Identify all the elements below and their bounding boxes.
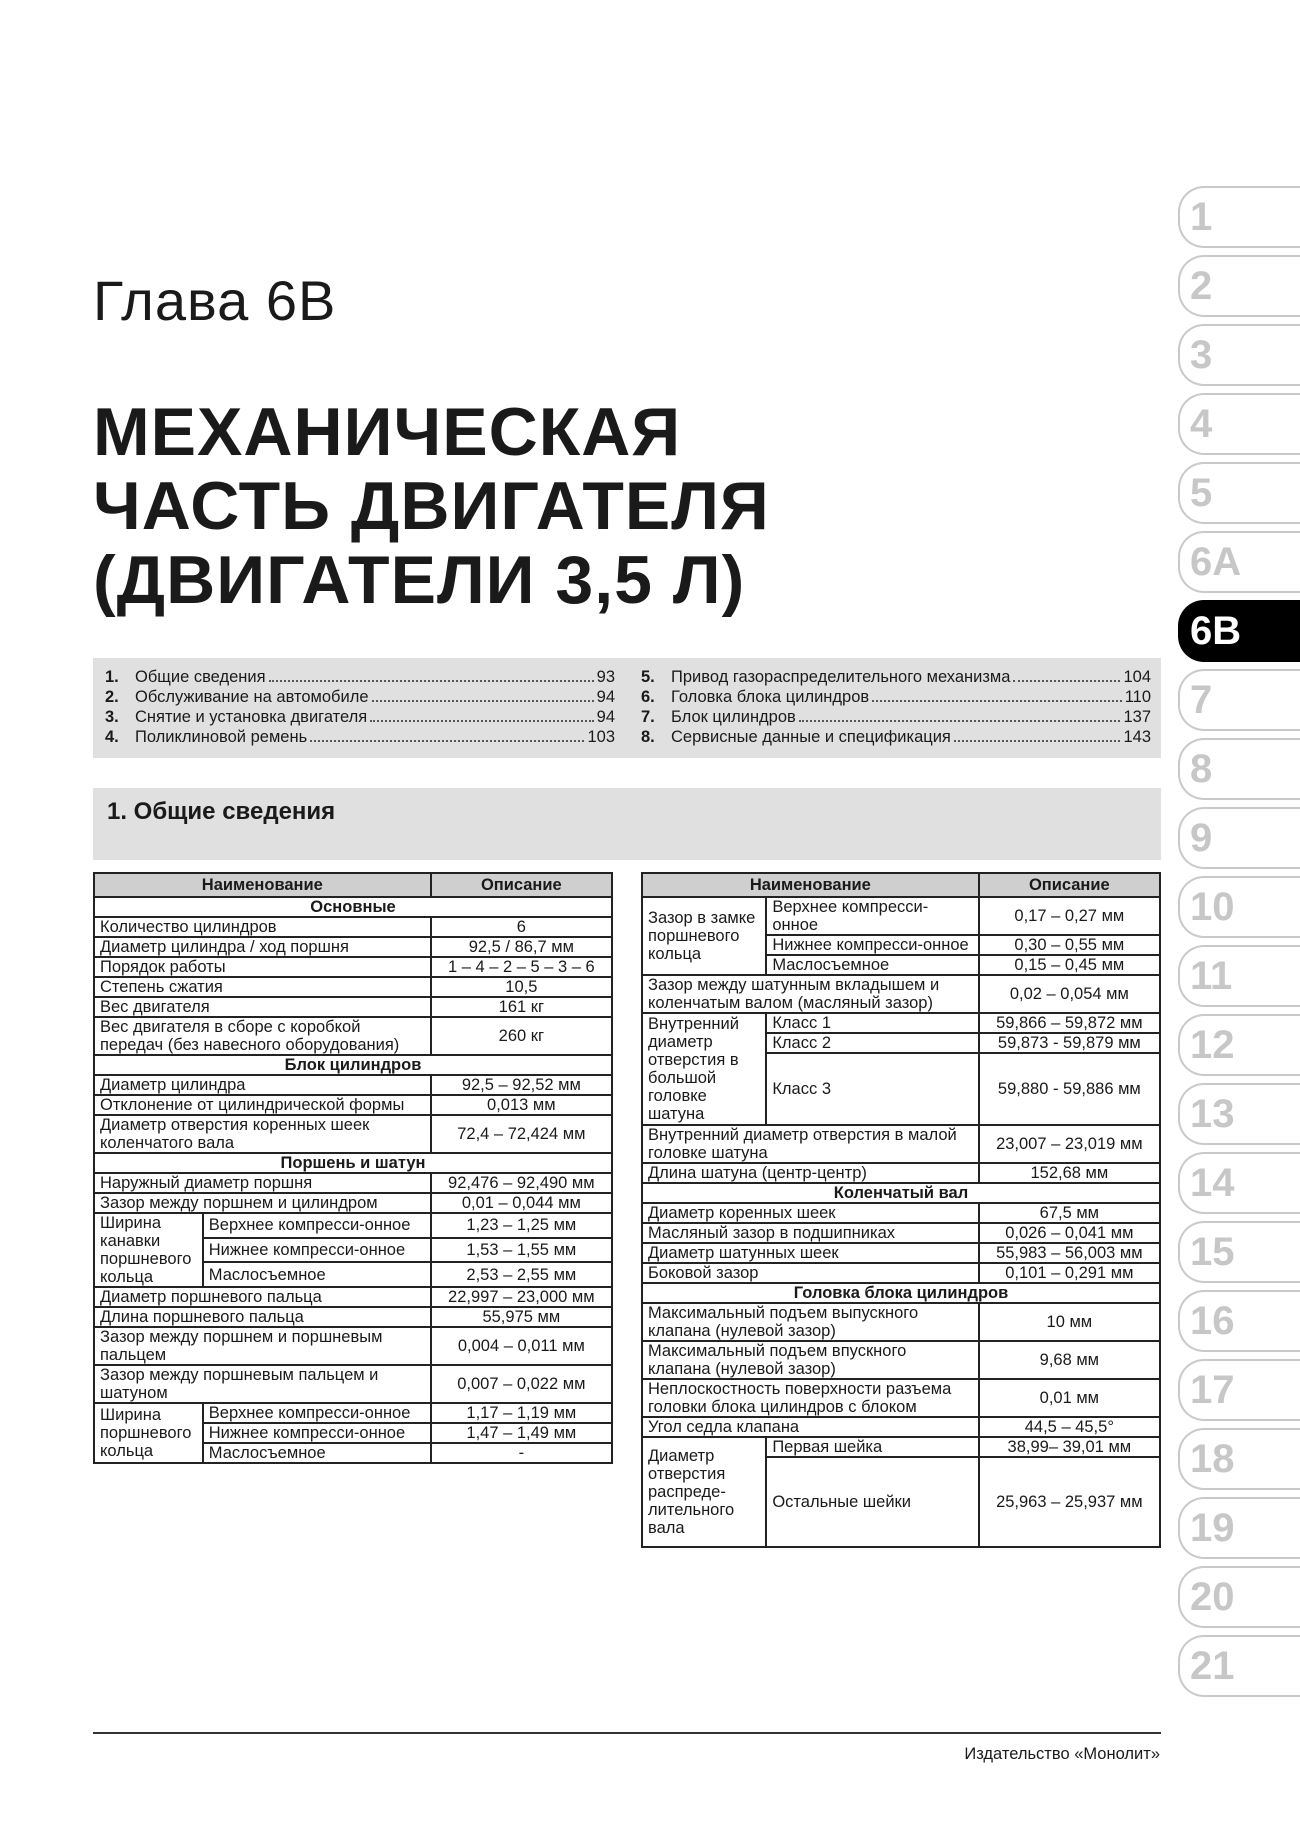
param-value: 2,53 – 2,55 мм	[431, 1262, 612, 1287]
header-name: Наименование	[642, 873, 979, 897]
section-label: Головка блока цилиндров	[642, 1283, 1160, 1303]
toc-title: Снятие и установка двигателя	[135, 708, 368, 726]
param-name: Зазор между шатунным вкладышем и коленчатым валом (масляный зазор)	[642, 975, 979, 1013]
header-name: Наименование	[94, 873, 431, 897]
chapter-tab[interactable]	[1178, 531, 1300, 593]
toc-number: 2.	[105, 688, 119, 706]
toc-number: 3.	[105, 708, 119, 726]
param-name: Нижнее компресси-онное	[203, 1423, 431, 1443]
section-label: Основные	[94, 897, 612, 917]
chapter-tab-label: 5	[1190, 471, 1213, 515]
param-value: 55,975 мм	[431, 1307, 612, 1327]
param-name: Верхнее компресси-онное	[203, 1403, 431, 1423]
table-row	[642, 1223, 1160, 1243]
table-row	[642, 1125, 1160, 1163]
param-value: -	[431, 1443, 612, 1463]
chapter-tab-label: 18	[1190, 1437, 1235, 1481]
param-name: Максимальный подъем выпускного клапана (нулевой зазор)	[642, 1303, 979, 1341]
section-row	[642, 1283, 1160, 1303]
group-label: Ширина канавки поршневого кольца	[94, 1213, 203, 1287]
toc-title: Сервисные данные и спецификация	[671, 728, 951, 746]
param-value: 55,983 – 56,003 мм	[979, 1243, 1160, 1263]
toc-title: Поликлиновой ремень	[135, 728, 308, 746]
chapter-tab[interactable]	[1178, 1566, 1300, 1628]
table-row	[94, 1403, 612, 1423]
toc-number: 5.	[641, 668, 655, 686]
group-label: Внутренний диаметр отверстия в большой головке шатуна	[642, 1013, 766, 1125]
param-value: 152,68 мм	[979, 1163, 1160, 1183]
toc-title: Головка блока цилиндров	[671, 688, 870, 706]
param-name: Диаметр коренных шеек	[642, 1203, 979, 1223]
param-name: Отклонение от цилиндрической формы	[94, 1095, 431, 1115]
param-name: Класс 1	[766, 1013, 978, 1033]
param-name: Первая шейка	[766, 1437, 978, 1457]
chapter-tab-label: 15	[1190, 1230, 1235, 1274]
param-value: 0,026 – 0,041 мм	[979, 1223, 1160, 1243]
section-label: Блок цилиндров	[94, 1055, 612, 1075]
toc-leader-dots	[372, 700, 594, 702]
param-value: 10 мм	[979, 1303, 1160, 1341]
toc-leader-dots	[872, 700, 1122, 702]
param-value: 0,01 – 0,044 мм	[431, 1193, 612, 1213]
param-value: 67,5 мм	[979, 1203, 1160, 1223]
param-name: Боковой зазор	[642, 1263, 979, 1283]
param-name: Вес двигателя в сборе с коробкой передач (без навесного оборудования)	[94, 1017, 431, 1055]
param-value: 59,873 - 59,879 мм	[979, 1033, 1160, 1053]
table-row	[642, 1417, 1160, 1437]
param-name: Вес двигателя	[94, 997, 431, 1017]
chapter-tab[interactable]	[1178, 807, 1300, 869]
table-row	[94, 1017, 612, 1055]
param-value: 0,02 – 0,054 мм	[979, 975, 1160, 1013]
table-row	[94, 1327, 612, 1365]
param-value: 92,5 / 86,7 мм	[431, 937, 612, 957]
toc-number: 6.	[641, 688, 655, 706]
param-name: Нижнее компресси-онное	[766, 935, 978, 955]
table-row	[642, 1379, 1160, 1417]
chapter-tab-label: 1	[1190, 195, 1213, 239]
toc-item[interactable]	[105, 728, 615, 748]
param-name: Маслосъемное	[766, 955, 978, 975]
group-label: Ширина поршневого кольца	[94, 1403, 203, 1463]
section-row	[94, 897, 612, 917]
table-row	[94, 1365, 612, 1403]
chapter-tab[interactable]	[1178, 1497, 1300, 1559]
table-row	[94, 1095, 612, 1115]
chapter-tab[interactable]	[1178, 945, 1300, 1007]
section-heading-bar	[93, 788, 1161, 860]
toc-item[interactable]	[641, 708, 1151, 728]
param-name: Количество цилиндров	[94, 917, 431, 937]
chapter-tab[interactable]	[1178, 876, 1300, 938]
table-row	[642, 975, 1160, 1013]
param-value: 0,004 – 0,011 мм	[431, 1327, 612, 1365]
table-row	[94, 1075, 612, 1095]
table-row	[642, 1243, 1160, 1263]
table-row	[642, 1303, 1160, 1341]
table-row	[642, 897, 1160, 935]
toc-item[interactable]	[105, 668, 615, 688]
toc-leader-dots	[799, 720, 1121, 722]
param-value: 0,30 – 0,55 мм	[979, 935, 1160, 955]
chapter-tab-label: 3	[1190, 333, 1213, 377]
toc-title: Общие сведения	[135, 668, 266, 686]
param-name: Верхнее компресси-онное	[766, 897, 978, 935]
chapter-tab-label: 19	[1190, 1506, 1235, 1550]
header-description: Описание	[979, 873, 1160, 897]
chapter-tab-label: 6А	[1190, 540, 1242, 584]
table-row	[94, 997, 612, 1017]
param-value: 0,007 – 0,022 мм	[431, 1365, 612, 1403]
publisher-credit: Издательство «Монолит»	[964, 1745, 1160, 1763]
param-name: Неплоскостность поверхности разъема головки блока цилиндров с блоком	[642, 1379, 979, 1417]
chapter-tabs	[1178, 186, 1300, 1704]
param-value: 44,5 – 45,5°	[979, 1417, 1160, 1437]
footer-rule	[93, 1732, 1161, 1734]
chapter-tab[interactable]	[1178, 600, 1300, 662]
table-header-row	[94, 873, 612, 897]
toc-item[interactable]	[105, 708, 615, 728]
chapter-tab-label: 9	[1190, 816, 1213, 860]
param-name: Верхнее компресси-онное	[203, 1213, 431, 1238]
param-value: 38,99– 39,01 мм	[979, 1437, 1160, 1457]
group-label: Диаметр отверстия распреде-лительного вала	[642, 1437, 766, 1547]
param-value: 1,47 – 1,49 мм	[431, 1423, 612, 1443]
toc-leader-dots	[370, 720, 593, 722]
toc-page: 93	[596, 668, 615, 686]
table-row	[94, 917, 612, 937]
param-value: 0,01 мм	[979, 1379, 1160, 1417]
param-value: 0,101 – 0,291 мм	[979, 1263, 1160, 1283]
chapter-tab-label: 7	[1190, 678, 1213, 722]
param-name: Зазор между поршневым пальцем и шатуном	[94, 1365, 431, 1403]
param-value: 1,17 – 1,19 мм	[431, 1403, 612, 1423]
param-name: Диаметр цилиндра / ход поршня	[94, 937, 431, 957]
toc-page: 137	[1123, 708, 1151, 726]
chapter-tab[interactable]	[1178, 738, 1300, 800]
toc-page: 103	[587, 728, 615, 746]
param-value: 59,880 - 59,886 мм	[979, 1053, 1160, 1125]
chapter-tab-label: 14	[1190, 1161, 1235, 1205]
param-value: 92,5 – 92,52 мм	[431, 1075, 612, 1095]
table-header-row	[642, 873, 1160, 897]
chapter-label: Глава 6В	[93, 269, 337, 332]
param-name: Диаметр отверстия коренных шеек коленчатого вала	[94, 1115, 431, 1153]
param-value: 1 – 4 – 2 – 5 – 3 – 6	[431, 957, 612, 977]
param-name: Зазор между поршнем и поршневым пальцем	[94, 1327, 431, 1365]
table-row	[642, 1437, 1160, 1457]
chapter-tab-label: 2	[1190, 264, 1213, 308]
toc-number: 4.	[105, 728, 119, 746]
param-value: 59,866 – 59,872 мм	[979, 1013, 1160, 1033]
spec-table-right	[641, 872, 1161, 1548]
table-row	[94, 1213, 612, 1238]
toc-column-right	[641, 668, 1151, 748]
toc-leader-dots	[954, 740, 1121, 742]
toc-number: 8.	[641, 728, 655, 746]
section-label: Поршень и шатун	[94, 1153, 612, 1173]
param-name: Класс 3	[766, 1053, 978, 1125]
param-value: 25,963 – 25,937 мм	[979, 1457, 1160, 1547]
toc-leader-dots	[310, 740, 584, 742]
table-row	[642, 1203, 1160, 1223]
param-name: Маслосъемное	[203, 1262, 431, 1287]
toc-page: 104	[1123, 668, 1151, 686]
toc-item[interactable]	[641, 728, 1151, 748]
toc-leader-dots	[1013, 680, 1120, 682]
param-value: 23,007 – 23,019 мм	[979, 1125, 1160, 1163]
toc-leader-dots	[269, 680, 594, 682]
chapter-tab-label: 17	[1190, 1368, 1235, 1412]
param-name: Угол седла клапана	[642, 1417, 979, 1437]
table-row	[642, 1013, 1160, 1033]
chapter-tab[interactable]	[1178, 1152, 1300, 1214]
chapter-tab-label: 13	[1190, 1092, 1235, 1136]
table-row	[642, 1263, 1160, 1283]
param-name: Внутренний диаметр отверстия в малой головке шатуна	[642, 1125, 979, 1163]
table-row	[94, 1115, 612, 1153]
param-value: 92,476 – 92,490 мм	[431, 1173, 612, 1193]
param-value: 161 кг	[431, 997, 612, 1017]
param-value: 9,68 мм	[979, 1341, 1160, 1379]
chapter-tab[interactable]	[1178, 393, 1300, 455]
param-value: 6	[431, 917, 612, 937]
chapter-tab[interactable]	[1178, 1083, 1300, 1145]
section-row	[94, 1153, 612, 1173]
chapter-tab[interactable]	[1178, 1221, 1300, 1283]
param-name: Остальные шейки	[766, 1457, 978, 1547]
table-row	[94, 1193, 612, 1213]
group-label: Зазор в замке поршневого кольца	[642, 897, 766, 975]
toc-title: Блок цилиндров	[671, 708, 796, 726]
chapter-tab[interactable]	[1178, 255, 1300, 317]
param-name: Нижнее компресси-онное	[203, 1238, 431, 1263]
table-of-contents	[93, 658, 1161, 758]
param-value: 10,5	[431, 977, 612, 997]
param-value: 72,4 – 72,424 мм	[431, 1115, 612, 1153]
section-row	[94, 1055, 612, 1075]
table-row	[642, 1163, 1160, 1183]
param-value: 1,53 – 1,55 мм	[431, 1238, 612, 1263]
chapter-tab-label: 8	[1190, 747, 1213, 791]
param-value: 22,997 – 23,000 мм	[431, 1287, 612, 1307]
toc-title: Привод газораспределительного механизма	[671, 668, 1011, 686]
toc-page: 110	[1124, 688, 1151, 706]
chapter-tab[interactable]	[1178, 1635, 1300, 1697]
param-name: Степень сжатия	[94, 977, 431, 997]
param-name: Диаметр цилиндра	[94, 1075, 431, 1095]
table-row	[94, 1287, 612, 1307]
param-name: Максимальный подъем впускного клапана (нулевой зазор)	[642, 1341, 979, 1379]
chapter-tab-label: 10	[1190, 885, 1235, 929]
chapter-tab[interactable]	[1178, 1014, 1300, 1076]
toc-number: 1.	[105, 668, 119, 686]
spec-table-left	[93, 872, 613, 1464]
param-value: 1,23 – 1,25 мм	[431, 1213, 612, 1238]
table-row	[94, 957, 612, 977]
chapter-tab-label: 11	[1190, 954, 1233, 998]
title-line: МЕХАНИЧЕСКАЯ	[93, 394, 682, 470]
chapter-title	[93, 395, 770, 617]
header-description: Описание	[431, 873, 612, 897]
param-name: Маслосъемное	[203, 1443, 431, 1463]
param-name: Длина поршневого пальца	[94, 1307, 431, 1327]
toc-title: Обслуживание на автомобиле	[135, 688, 369, 706]
chapter-tab-label: 6В	[1190, 609, 1242, 653]
toc-number: 7.	[641, 708, 655, 726]
param-name: Наружный диаметр поршня	[94, 1173, 431, 1193]
section-label: Коленчатый вал	[642, 1183, 1160, 1203]
param-name: Порядок работы	[94, 957, 431, 977]
toc-page: 94	[596, 708, 615, 726]
chapter-tab[interactable]	[1178, 186, 1300, 248]
chapter-tab[interactable]	[1178, 1359, 1300, 1421]
chapter-tab-label: 21	[1190, 1644, 1235, 1688]
param-value: 260 кг	[431, 1017, 612, 1055]
table-row	[94, 977, 612, 997]
chapter-tab[interactable]	[1178, 324, 1300, 386]
chapter-tab[interactable]	[1178, 1290, 1300, 1352]
title-line: ЧАСТЬ ДВИГАТЕЛЯ	[93, 468, 770, 544]
chapter-tab-label: 12	[1190, 1023, 1235, 1067]
toc-page: 143	[1123, 728, 1151, 746]
param-name: Зазор между поршнем и цилиндром	[94, 1193, 431, 1213]
toc-column-left	[105, 668, 615, 748]
param-name: Диаметр поршневого пальца	[94, 1287, 431, 1307]
param-name: Диаметр шатунных шеек	[642, 1243, 979, 1263]
table-row	[94, 937, 612, 957]
toc-item[interactable]	[641, 688, 1151, 708]
param-value: 0,17 – 0,27 мм	[979, 897, 1160, 935]
table-row	[94, 1173, 612, 1193]
param-value: 0,013 мм	[431, 1095, 612, 1115]
section-heading: 1. Общие сведения	[107, 798, 336, 825]
param-value: 0,15 – 0,45 мм	[979, 955, 1160, 975]
chapter-tab-label: 16	[1190, 1299, 1235, 1343]
param-name: Класс 2	[766, 1033, 978, 1053]
toc-item[interactable]	[105, 688, 615, 708]
chapter-tab-label: 4	[1190, 402, 1213, 446]
chapter-tab-label: 20	[1190, 1575, 1235, 1619]
section-row	[642, 1183, 1160, 1203]
chapter-tab[interactable]	[1178, 1428, 1300, 1490]
toc-item[interactable]	[641, 668, 1151, 688]
chapter-tab[interactable]	[1178, 462, 1300, 524]
chapter-tab[interactable]	[1178, 669, 1300, 731]
table-row	[94, 1307, 612, 1327]
param-name: Масляный зазор в подшипниках	[642, 1223, 979, 1243]
param-name: Длина шатуна (центр-центр)	[642, 1163, 979, 1183]
toc-page: 94	[596, 688, 615, 706]
table-row	[642, 1341, 1160, 1379]
title-line: (ДВИГАТЕЛИ 3,5 Л)	[93, 542, 746, 618]
